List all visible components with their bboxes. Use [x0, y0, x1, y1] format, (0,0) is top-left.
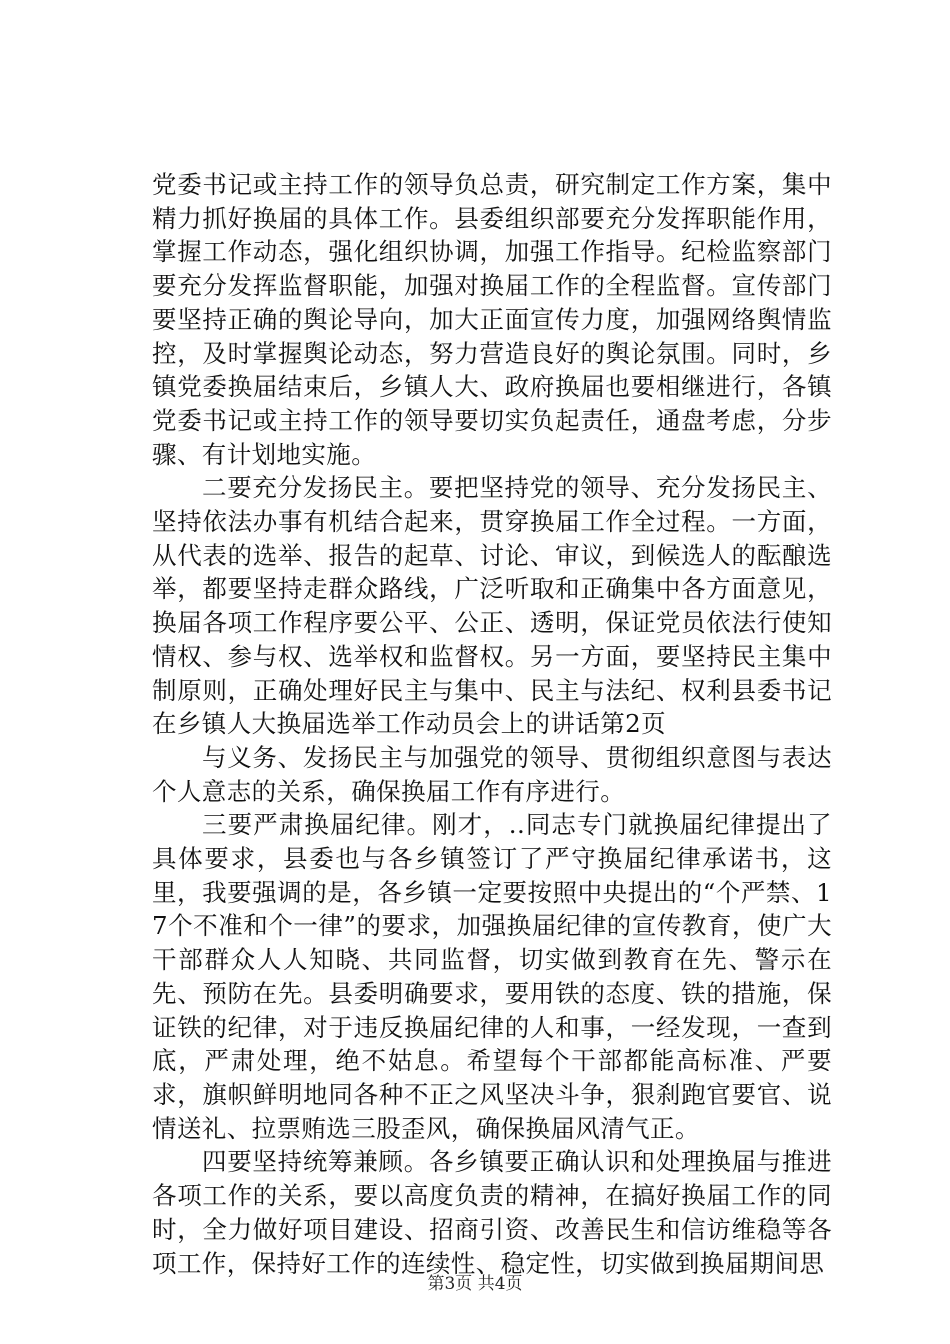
paragraph-2: 二要充分发扬民主。要把坚持党的领导、充分发扬民主、坚持依法办事有机结合起来，贯穿换届工作全过程。一方面，从代表的选举、报告的起草、讨论、审议，到候选人的酝酿选举，都要坚持走群众路线，广泛听取和正确集中各方面意见，换届各项工作程序要公平、公正、透明，保证党员依法行使知情权、参与权、选举权和监督权。另一方面，要坚持民主集中制原则，正确处理好民主与集中、民主与法纪、权利县委书记在乡镇人大换届选举工作动员会上的讲话第2页	[152, 473, 832, 739]
page-footer: 第3页 共4页	[427, 1274, 523, 1294]
document-body	[152, 168, 832, 1280]
paragraph-1: 党委书记或主持工作的领导负总责，研究制定工作方案，集中精力抓好换届的具体工作。县委组织部要充分发挥职能作用，掌握工作动态，强化组织协调，加强工作指导。纪检监察部门要充分发挥监督职能，加强对换届工作的全程监督。宣传部门要坚持正确的舆论导向，加大正面宣传力度，加强网络舆情监控，及时掌握舆论动态，努力营造良好的舆论氛围。同时，乡镇党委换届结束后，乡镇人大、政府换届也要相继进行，各镇党委书记或主持工作的领导要切实负起责任，通盘考虑，分步骤、有计划地实施。	[152, 170, 832, 469]
paragraph-5: 四要坚持统筹兼顾。各乡镇要正确认识和处理换届与推进各项工作的关系，要以高度负责的精神，在搞好换届工作的同时，全力做好项目建设、招商引资、改善民生和信访维稳等各项工作，保持好工作的连续性、稳定性，切实做到换届期间思	[152, 1147, 832, 1278]
paragraph-3: 与义务、发扬民主与加强党的领导、贯彻组织意图与表达个人意志的关系，确保换届工作有序进行。	[152, 742, 832, 806]
paragraph-4: 三要严肃换届纪律。刚才，..同志专门就换届纪律提出了具体要求，县委也与各乡镇签订了严守换届纪律承诺书，这里，我要强调的是，各乡镇一定要按照中央提出的“个严禁、17个不准和个一律”的要求，加强换届纪律的宣传教育，使广大干部群众人人知晓、共同监督，切实做到教育在先、警示在先、预防在先。县委明确要求，要用铁的态度、铁的措施，保证铁的纪律，对于违反换届纪律的人和事，一经发现，一查到底，严肃处理，绝不姑息。希望每个干部都能高标准、严要求，旗帜鲜明地同各种不正之风坚决斗争，狠刹跑官要官、说情送礼、拉票贿选三股歪风，确保换届风清气正。	[152, 810, 832, 1143]
